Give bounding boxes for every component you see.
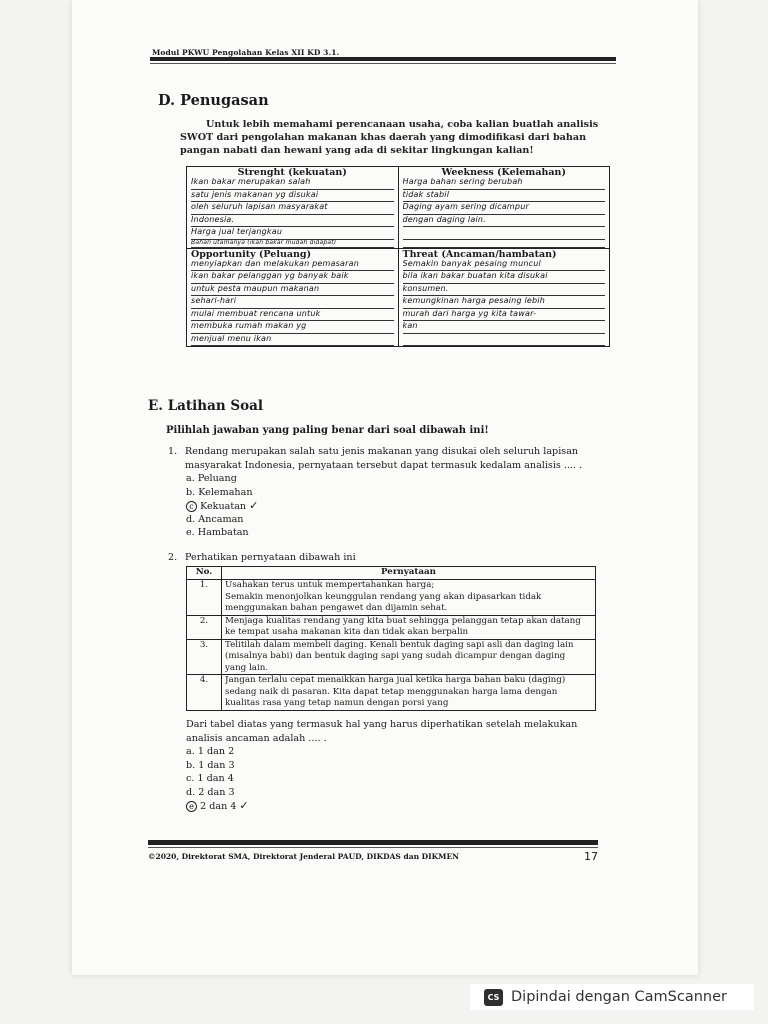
option-letter: d.: [186, 513, 196, 525]
option-text: Peluang: [197, 473, 237, 484]
weakness-line: dengan daging lain.: [403, 215, 606, 228]
threat-line: kan: [403, 321, 606, 334]
opportunity-line: menjual menu ikan: [191, 334, 394, 347]
threat-line: [403, 334, 606, 347]
row-statement: [222, 675, 596, 711]
question-number: 2.: [168, 552, 178, 563]
instruction-text: Pilihlah jawaban yang paling benar dari soal dibawah ini!: [166, 425, 489, 436]
option-text: 1 dan 2: [197, 746, 235, 757]
opportunity-line: ikan bakar pelanggan yg banyak baik: [191, 271, 394, 284]
option-a[interactable]: [186, 745, 606, 759]
threat-line: murah dari harga yg kita tawar-: [403, 309, 606, 322]
statement-line: (misalnya babi) dan bentuk daging sapi yang sudah dicampur dengan daging: [225, 651, 566, 661]
camscanner-logo-icon: CS: [484, 989, 503, 1006]
opportunity-line: menyiapkan dan melakukan pemasaran: [191, 259, 394, 272]
table-row: [187, 675, 596, 711]
option-b[interactable]: [186, 486, 608, 500]
footer-rule: [148, 840, 598, 845]
strength-line: oleh seluruh lapisan masyarakat: [191, 202, 394, 215]
option-d[interactable]: [186, 786, 606, 800]
option-letter: e.: [186, 527, 195, 538]
weakness-label: Weekness (Kelemahan): [441, 167, 566, 178]
question-1: [168, 445, 608, 540]
row-number: 4.: [187, 675, 222, 711]
page-number: 17: [584, 850, 598, 863]
col-header-no: No.: [187, 567, 222, 580]
strength-line: Harga jual terjangkau: [191, 227, 394, 240]
option-text: Kekuatan: [200, 501, 247, 512]
answer-options: [186, 472, 608, 540]
section-d-title: D. Penugasan: [158, 92, 269, 109]
row-number: 3.: [187, 639, 222, 675]
opportunity-line: sehari-hari: [191, 296, 394, 309]
option-letter: b.: [186, 486, 196, 498]
option-text: 1 dan 4: [197, 773, 234, 784]
section-e-title: E. Latihan Soal: [148, 398, 264, 414]
statement-line: yang lain.: [225, 662, 269, 673]
module-header: Modul PKWU Pengolahan Kelas XII KD 3.1.: [152, 48, 340, 57]
question-2: [168, 551, 608, 564]
strength-line: satu jenis makanan yg disukai: [191, 190, 394, 203]
option-d[interactable]: [186, 513, 608, 527]
opportunity-line: membuka rumah makan yg: [191, 321, 394, 334]
threat-cell: [398, 248, 610, 347]
header-rule: [150, 57, 616, 61]
checkmark-icon: ✓: [249, 499, 259, 512]
statement-line: sedang naik di pasaran. Kita dapat tetap menggunakan harga lama dengan: [225, 686, 558, 697]
footer-copyright: ©2020, Direktorat SMA, Direktorat Jenderal PAUD, DIKDAS dan DIKMEN: [148, 852, 460, 861]
table-row: [187, 580, 596, 616]
opportunity-cell: [187, 248, 399, 347]
option-letter: b.: [186, 759, 196, 771]
statement-table: [186, 566, 596, 711]
question-text: Dari tabel diatas yang termasuk hal yang harus diperhatikan setelah melakukan analisis ancaman adalah .... .: [186, 719, 578, 744]
weakness-line: [403, 240, 606, 248]
option-e-selected[interactable]: [186, 799, 606, 813]
strength-line: Ikan bakar merupakan salah: [191, 177, 394, 190]
statement-line: menggunakan bahan pengawet dan dijamin sehat.: [225, 603, 448, 613]
option-letter: a.: [186, 746, 195, 757]
row-statement: [222, 639, 596, 675]
table-row: [187, 615, 596, 639]
row-number: 2.: [187, 615, 222, 639]
col-header-statement: Pernyataan: [222, 567, 596, 580]
option-text: Hambatan: [197, 527, 249, 538]
option-c-selected[interactable]: [186, 499, 608, 513]
option-letter: d.: [186, 786, 196, 798]
question-text: Perhatikan pernyataan dibawah ini: [185, 552, 356, 563]
strength-line: Bahan utamanya (ikan bakar mudah didapat): [191, 240, 394, 248]
checkmark-icon: ✓: [239, 799, 249, 812]
option-b[interactable]: [186, 759, 606, 773]
statement-line: kualitas rasa yang tetap namun dengan porsi yang: [225, 698, 449, 708]
option-text: Ancaman: [198, 513, 244, 525]
option-text: 2 dan 3: [198, 786, 235, 798]
opportunity-line: mulai membuat rencana untuk: [191, 309, 394, 322]
threat-line: kemungkinan harga pesaing lebih: [403, 296, 606, 309]
weakness-line: Daging ayam sering dicampur: [403, 202, 606, 215]
weakness-line: tidak stabil: [403, 190, 606, 203]
row-statement: [222, 580, 596, 616]
camscanner-badge: [470, 984, 754, 1010]
option-a[interactable]: [186, 472, 608, 486]
threat-line: Semakin banyak pesaing muncul: [403, 259, 606, 272]
statement-line: ke tempat usaha makanan kita dan tidak akan berpalin: [225, 627, 469, 637]
table-row: [187, 639, 596, 675]
option-letter: c.: [186, 773, 195, 784]
option-letter: a.: [186, 473, 195, 484]
section-d-paragraph: Untuk lebih memahami perencanaan usaha, coba kalian buatlah analisis SWOT dari pengolahan makanan khas daerah yang dimodifikasi dari bahan pangan nabati dan hewani yang ada di sekitar lingkungan kalian!: [180, 119, 599, 156]
statement-line: Telitilah dalam membeli daging. Kenali bentuk daging sapi asli dan daging lain: [225, 639, 574, 650]
option-text: Kelemahan: [198, 486, 253, 498]
statement-line: Semakin menonjolkan keunggulan rendang yang akan dipasarkan tidak: [225, 591, 542, 602]
statement-line: Jangan terlalu cepat menaikkan harga jual ketika harga bahan baku (daging): [225, 675, 566, 685]
camscanner-text: Dipindai dengan CamScanner: [511, 989, 728, 1005]
weakness-cell: [398, 167, 610, 249]
weakness-line: [403, 227, 606, 240]
option-c[interactable]: [186, 772, 606, 786]
row-statement: [222, 615, 596, 639]
strength-label: Strenght (kekuatan): [237, 167, 347, 178]
statement-line: Usahakan terus untuk mempertahankan harga;: [225, 580, 435, 590]
option-text: 2 dan 4: [200, 801, 237, 812]
answer-options: [186, 745, 606, 813]
threat-label: Threat (Ancaman/hambatan): [402, 248, 557, 260]
strength-cell: [187, 167, 399, 249]
opportunity-line: untuk pesta maupun makanan: [191, 284, 394, 297]
question-2-prompt: [186, 718, 606, 813]
selected-circle-icon: e: [186, 801, 197, 812]
row-number: 1.: [187, 580, 222, 616]
opportunity-label: Opportunity (Peluang): [191, 248, 312, 260]
strength-line: Indonesia.: [191, 215, 394, 228]
question-number: 1.: [168, 446, 178, 457]
threat-line: bila ikan bakar buatan kita disukai: [403, 271, 606, 284]
option-text: 1 dan 3: [198, 759, 235, 771]
footer-rule-thin: [148, 847, 598, 848]
option-e[interactable]: [186, 526, 608, 540]
swot-table: [186, 166, 610, 347]
weakness-line: Harga bahan sering berubah: [403, 177, 606, 190]
selected-circle-icon: c: [186, 501, 197, 512]
question-text: Rendang merupakan salah satu jenis makanan yang disukai oleh seluruh lapisan masyarakat Indonesia, pernyataan tersebut dapat termasuk kedalam analisis .... .: [185, 446, 583, 471]
threat-line: konsumen.: [403, 284, 606, 297]
header-rule-thin: [150, 63, 616, 64]
statement-line: Menjaga kualitas rendang yang kita buat sehingga pelanggan tetap akan datang: [225, 615, 581, 626]
